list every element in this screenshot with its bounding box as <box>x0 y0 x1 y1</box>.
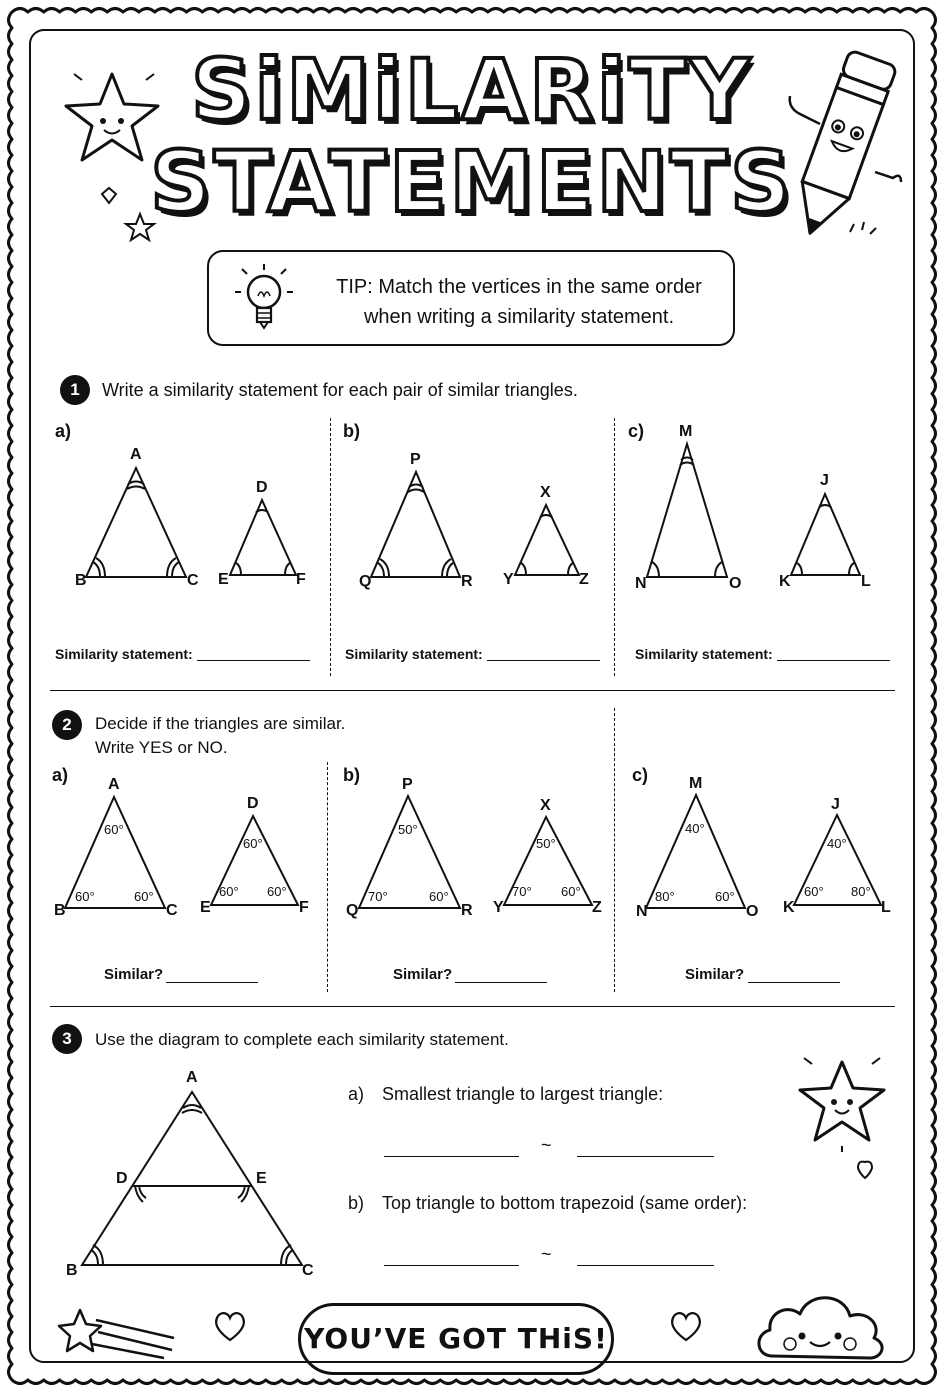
angle-label: 70° <box>368 889 388 904</box>
vertex-label: K <box>783 899 795 916</box>
star-face-icon <box>796 1054 896 1189</box>
similarity-statement-label: Similarity statement: <box>55 646 193 662</box>
heart-icon <box>212 1308 248 1344</box>
vertex-label: C <box>302 1262 314 1279</box>
part-label: a) <box>52 765 69 785</box>
tip-line-2: when writing a similarity statement. <box>363 306 675 328</box>
angle-label: 60° <box>561 884 581 899</box>
part-label: b) <box>343 765 360 785</box>
angle-label: 60° <box>75 889 95 904</box>
vertex-label: F <box>296 571 306 588</box>
angle-label: 50° <box>536 836 556 851</box>
vertex-label: E <box>218 571 229 588</box>
section-2-number: 2 <box>52 710 82 740</box>
part-label: c) <box>632 765 649 785</box>
vertex-label: C <box>166 902 178 919</box>
vertex-label: K <box>779 573 791 590</box>
section-2-instruction: Write YES or NO. <box>95 738 228 757</box>
vertex-label: Q <box>346 902 359 919</box>
part-label: b) <box>343 421 360 441</box>
similar-question: Similar? <box>685 966 745 983</box>
vertex-label: A <box>108 776 120 793</box>
section-1-number: 1 <box>60 375 90 405</box>
answer-blank[interactable] <box>577 1156 714 1157</box>
title-line-1: SiMiLARiTY <box>191 41 753 139</box>
title-line-2: STATEMENTS <box>150 133 794 231</box>
answer-blank[interactable] <box>384 1156 519 1157</box>
vertex-label: D <box>256 479 268 496</box>
vertex-label: B <box>66 1262 78 1279</box>
vertex-label: A <box>186 1069 198 1086</box>
angle-label: 80° <box>655 889 675 904</box>
answer-blank[interactable] <box>577 1265 714 1266</box>
angle-label: 40° <box>685 821 705 836</box>
vertex-label: B <box>75 572 87 589</box>
cloud-face-icon <box>752 1282 890 1364</box>
vertex-label: L <box>881 899 891 916</box>
similarity-statement-label: Similarity statement: <box>635 646 773 662</box>
section-3-number: 3 <box>52 1024 82 1054</box>
similar-symbol: ~ <box>541 1135 552 1155</box>
similar-symbol: ~ <box>541 1244 552 1264</box>
vertex-label: O <box>746 903 759 920</box>
question-b-text: Top triangle to bottom trapezoid (same order): <box>382 1193 748 1213</box>
vertex-label: M <box>679 423 693 440</box>
part-label: a) <box>55 421 72 441</box>
vertex-label: O <box>729 575 742 592</box>
angle-label: 60° <box>715 889 735 904</box>
vertex-label: Y <box>503 571 514 588</box>
angle-label: 60° <box>429 889 449 904</box>
vertex-label: Y <box>493 899 504 916</box>
similarity-statement-label: Similarity statement: <box>345 646 483 662</box>
section-1-instruction: Write a similarity statement for each pair of similar triangles. <box>102 380 578 400</box>
question-a-label: a) <box>348 1084 365 1104</box>
vertex-label: A <box>130 446 142 463</box>
vertex-label: D <box>116 1170 128 1187</box>
angle-label: 60° <box>219 884 239 899</box>
section-3-instruction: Use the diagram to complete each similarity statement. <box>95 1030 509 1049</box>
vertex-label: R <box>461 902 473 919</box>
vertex-label: Q <box>359 573 372 590</box>
vertex-label: Z <box>592 899 602 916</box>
question-b-label: b) <box>348 1193 365 1213</box>
angle-label: 60° <box>134 889 154 904</box>
question-a-text: Smallest triangle to largest triangle: <box>382 1084 664 1104</box>
vertex-label: P <box>410 451 421 468</box>
similar-question: Similar? <box>104 966 164 983</box>
vertex-label: F <box>299 899 309 916</box>
angle-label: 60° <box>267 884 287 899</box>
vertex-label: N <box>635 575 647 592</box>
vertex-label: M <box>689 775 703 792</box>
section-2-instruction: Decide if the triangles are similar. <box>95 714 346 733</box>
vertex-label: E <box>200 899 211 916</box>
angle-label: 50° <box>398 822 418 837</box>
vertex-label: X <box>540 797 551 814</box>
vertex-label: X <box>540 484 551 501</box>
vertex-label: C <box>187 572 199 589</box>
part-label: c) <box>628 421 645 441</box>
angle-label: 60° <box>104 822 124 837</box>
vertex-label: Z <box>579 571 589 588</box>
vertex-label: D <box>247 795 259 812</box>
tip-line-1: TIP: Match the vertices in the same order <box>336 276 702 298</box>
angle-label: 40° <box>827 836 847 851</box>
heart-icon <box>668 1308 704 1344</box>
angle-label: 60° <box>804 884 824 899</box>
vertex-label: N <box>636 903 648 920</box>
vertex-label: P <box>402 776 413 793</box>
angle-label: 80° <box>851 884 871 899</box>
vertex-label: E <box>256 1170 267 1187</box>
answer-blank[interactable] <box>384 1265 519 1266</box>
vertex-label: R <box>461 573 473 590</box>
angle-label: 60° <box>243 836 263 851</box>
vertex-label: J <box>820 472 829 489</box>
vertex-label: J <box>831 796 840 813</box>
similar-question: Similar? <box>393 966 453 983</box>
encouragement-banner: YOU’VE GOT THiS! <box>298 1303 614 1375</box>
vertex-label: B <box>54 902 66 919</box>
vertex-label: L <box>861 573 871 590</box>
shooting-star-icon <box>56 1300 180 1362</box>
angle-label: 70° <box>512 884 532 899</box>
heart-icon <box>858 1162 872 1178</box>
